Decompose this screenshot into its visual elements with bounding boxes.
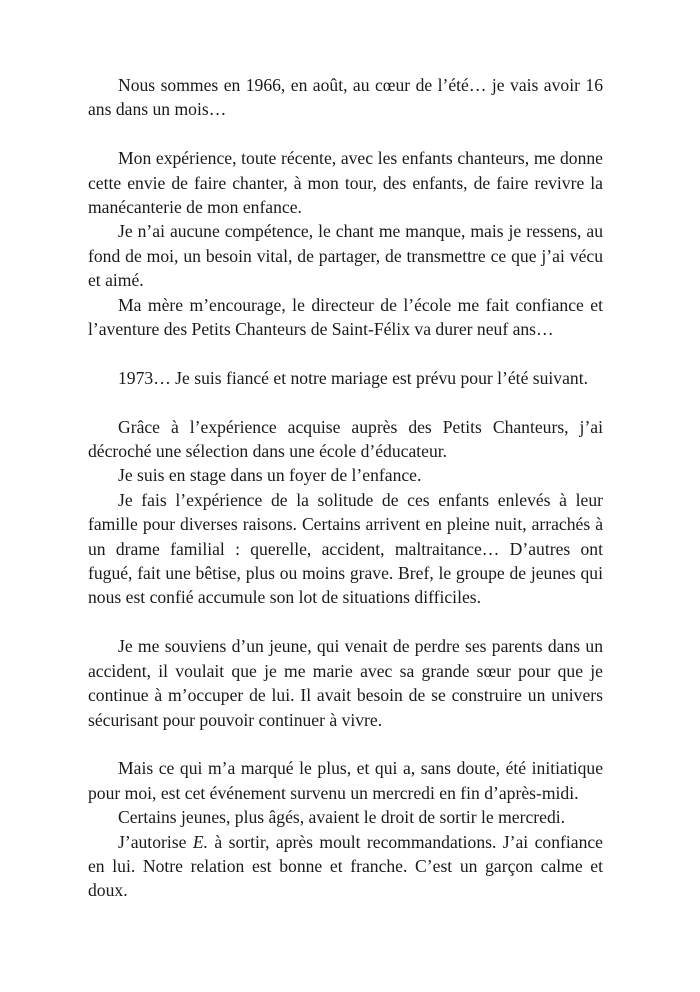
paragraph-5: 1973… Je suis fiancé et notre mariage est prévu pour l’été suivant. (118, 367, 588, 388)
paragraph-12-end: à sortir, après moult recommandations. J’ai confiance en lui. Notre relation est bonne et franche. C’est un garçon calme et doux. (88, 831, 603, 901)
paragraph-12-italic-initial: E. (192, 831, 208, 852)
paragraph-2: Mon expérience, toute récente, avec les enfants chanteurs, me donne cette envie de faire chanter, à mon tour, des enfants, de faire revivre la manécanterie de mon enfance. (88, 148, 603, 218)
paragraph-11: Certains jeunes, plus âgés, avaient le droit de sortir le mercredi. (118, 807, 566, 828)
paragraph-12-start: J’autorise (118, 831, 193, 852)
paragraph-12 (88, 830, 603, 903)
paragraph-7: Je suis en stage dans un foyer de l’enfance. (118, 465, 422, 486)
paragraph-3: Je n’ai aucune compétence, le chant me manque, mais je ressens, au fond de moi, un besoin vital, de partager, de transmettre ce que j’ai vécu et aimé. (88, 221, 603, 291)
paragraph-8: Je fais l’expérience de la solitude de ces enfants enlevés à leur famille pour diverses raisons. Certains arrivent en pleine nuit, arrachés à un drame familial : querelle, accident, maltraitance… D’autres ont fugué, fait une bêtise, plus ou moins grave. Bref, le groupe de jeunes qui nous est confié accumule son lot de situations difficiles. (88, 489, 603, 608)
paragraph-1: Nous sommes en 1966, en août, au cœur de l’été… je vais avoir 16 ans dans un mois… (88, 75, 603, 120)
paragraph-10: Mais ce qui m’a marqué le plus, et qui a, sans doute, été initiatique pour moi, est cet événement survenu un mercredi en fin d’après-midi. (88, 758, 603, 803)
paragraph-6: Grâce à l’expérience acquise auprès des Petits Chanteurs, j’ai décroché une sélection dans une école d’éducateur. (88, 416, 603, 462)
paragraph-4: Ma mère m’encourage, le directeur de l’école me fait confiance et l’aventure des Petits Chanteurs de Saint-Félix va durer neuf ans… (88, 294, 603, 340)
document-page (88, 73, 603, 903)
paragraph-9: Je me souviens d’un jeune, qui venait de perdre ses parents dans un accident, il voulait que je me marie avec sa grande sœur pour que je continue à m’occuper de lui. Il avait besoin de se construire un univers sécurisant pour pouvoir continuer à vivre. (88, 636, 603, 730)
